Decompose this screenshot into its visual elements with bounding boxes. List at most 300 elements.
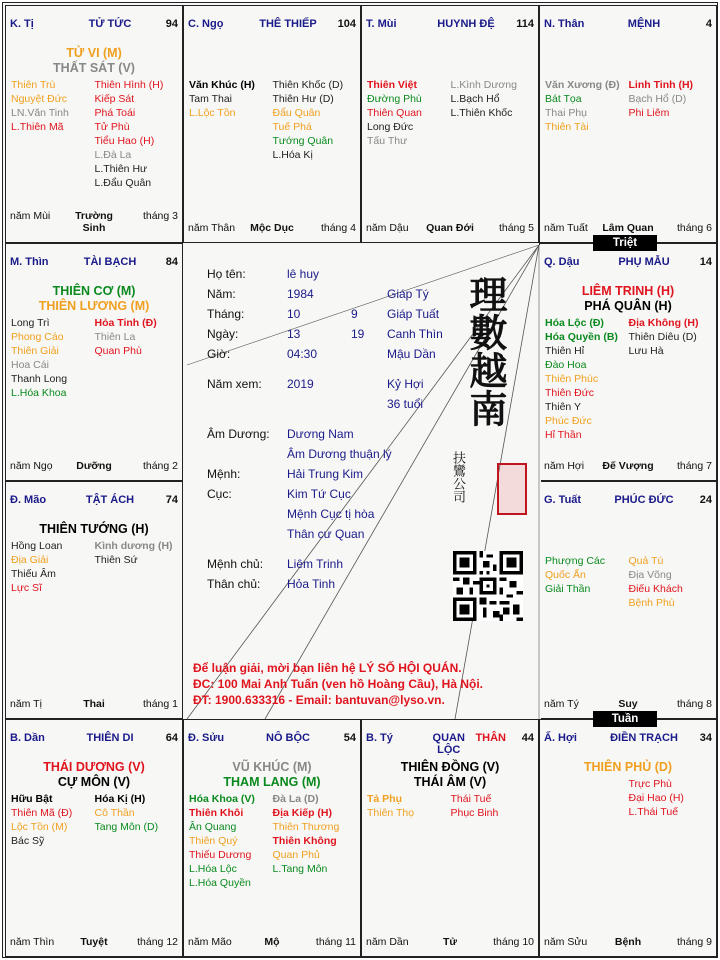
palace-mui xyxy=(361,5,539,243)
main-stars xyxy=(540,284,716,314)
menh-chu-value: Liêm Trinh xyxy=(287,557,344,571)
palace-branch: C. Ngọ xyxy=(188,18,224,30)
tieu-han-year: năm Thìn xyxy=(10,936,55,948)
palace-footer xyxy=(544,460,712,472)
tuvi-chart xyxy=(2,2,718,958)
minor-star[interactable]: Thiên Thương xyxy=(272,821,340,833)
palace-dai-han: 14 xyxy=(699,256,712,268)
than-cu: Thân cư Quan xyxy=(287,527,365,541)
palace-branch: B. Tý xyxy=(366,732,393,744)
tieu-han-year: năm Dậu xyxy=(366,222,409,234)
minor-star[interactable]: Phục Binh xyxy=(450,807,499,819)
day-lunar: 19 xyxy=(351,327,365,341)
trang-sinh-phase: Quan Đới xyxy=(426,222,474,234)
minor-star[interactable]: Trực Phù xyxy=(628,778,672,790)
main-stars xyxy=(6,46,182,76)
main-star[interactable]: THÁI DƯƠNG (V) xyxy=(43,760,145,774)
trang-sinh-phase: Đế Vượng xyxy=(602,460,654,472)
palace-ti xyxy=(361,719,539,957)
minor-star[interactable]: Tiểu Hao (H) xyxy=(94,135,155,147)
minor-star[interactable]: Phúc Đức xyxy=(545,415,592,427)
view-year-value: 2019 xyxy=(287,377,314,391)
star-column-right xyxy=(629,78,713,134)
palace-ngo xyxy=(183,5,361,243)
main-star[interactable]: THIÊN CƠ (M) xyxy=(52,284,136,298)
palace-header xyxy=(188,732,356,748)
palace-suu xyxy=(183,719,361,957)
star-column-left xyxy=(11,78,95,190)
minor-stars xyxy=(11,78,178,190)
main-stars xyxy=(6,760,182,790)
palace-header xyxy=(544,256,712,272)
star-column-left xyxy=(545,316,629,442)
palace-than xyxy=(539,5,717,243)
palace-branch: M. Thìn xyxy=(10,256,49,268)
star-column-left xyxy=(545,78,629,134)
year-label: Năm: xyxy=(207,287,236,301)
minor-star[interactable]: Địa Võng xyxy=(628,569,672,581)
minor-star[interactable]: Hồng Loan xyxy=(11,540,63,552)
day-canchi: Canh Thìn xyxy=(387,327,443,341)
cuc-relation: Mệnh Cục tị hòa xyxy=(287,507,375,521)
tieu-han-year: năm Tý xyxy=(544,698,579,710)
palace-hoi xyxy=(539,719,717,957)
menh-chu-label: Mệnh chủ: xyxy=(207,557,264,571)
minor-star[interactable]: Thiếu Âm xyxy=(11,568,56,580)
day-label: Ngày: xyxy=(207,327,239,341)
minor-star[interactable]: Hoa Cái xyxy=(11,359,49,371)
contact-address: ĐC: 100 Mai Anh Tuấn (ven hồ Hoàng Cầu), Hà Nội. xyxy=(193,677,484,691)
palace-header xyxy=(366,18,534,34)
star-column-right xyxy=(451,78,535,148)
palace-dai-han: 54 xyxy=(343,732,356,744)
minor-star[interactable]: Thái Tuế xyxy=(450,793,492,805)
palace-footer xyxy=(10,210,178,234)
minor-star[interactable]: Điếu Khách xyxy=(628,583,683,595)
calligraphy-logo: 理數越南 xyxy=(463,275,508,427)
month-canchi: Giáp Tuất xyxy=(387,307,440,321)
trang-sinh-phase: Bệnh xyxy=(614,936,642,948)
amduong-label: Âm Dương: xyxy=(207,427,270,441)
main-star[interactable]: THIÊN ĐỒNG (V) xyxy=(400,760,500,774)
tuan-tag: Tuần xyxy=(593,711,657,727)
qr-code[interactable] xyxy=(453,551,523,621)
minor-star[interactable]: Đẩu Quân xyxy=(272,107,321,119)
nguyet-han-month: tháng 9 xyxy=(676,936,712,948)
palace-dai-han: 84 xyxy=(165,256,178,268)
hour-canchi: Mậu Dần xyxy=(387,347,436,361)
day-solar: 13 xyxy=(287,327,301,341)
minor-stars xyxy=(11,316,178,400)
minor-star[interactable]: Thiên Hỉ xyxy=(545,345,585,357)
palace-dai-han: 74 xyxy=(165,494,178,506)
menh-label: Mệnh: xyxy=(207,467,241,481)
minor-star[interactable]: Bác Sỹ xyxy=(11,835,45,847)
palace-name[interactable]: MỆNH xyxy=(627,18,661,30)
minor-star[interactable]: Thiếu Dương xyxy=(189,849,252,861)
minor-star[interactable]: Văn Xương (Đ) xyxy=(545,79,620,91)
minor-stars xyxy=(545,78,712,134)
minor-star[interactable]: L.Hóa Lộc xyxy=(189,863,237,875)
star-column-right xyxy=(273,792,357,890)
palace-branch: T. Mùi xyxy=(366,18,397,30)
palace-dai-han: 4 xyxy=(705,18,712,30)
palace-branch: G. Tuất xyxy=(544,494,582,506)
minor-stars xyxy=(367,792,534,820)
palace-header xyxy=(544,494,712,510)
palace-dai-han: 94 xyxy=(165,18,178,30)
palace-footer xyxy=(544,222,712,234)
palace-footer xyxy=(188,936,356,948)
palace-name[interactable]: ĐIỀN TRẠCH xyxy=(610,732,678,744)
minor-star[interactable]: L.Tang Môn xyxy=(272,863,328,875)
minor-star[interactable]: Thiên Trù xyxy=(11,79,56,91)
contact-phone-email[interactable]: ĐT: 1900.633316 - Email: bantuvan@lyso.vn. xyxy=(193,693,445,707)
main-stars xyxy=(184,760,360,790)
main-star[interactable]: PHÁ QUÂN (H) xyxy=(584,299,672,313)
minor-star[interactable]: Thiên La xyxy=(94,331,136,343)
star-column-left xyxy=(189,792,273,890)
palace-branch: Đ. Mão xyxy=(10,494,47,506)
cuc-label: Cục: xyxy=(207,487,232,501)
trang-sinh-phase: Thai xyxy=(83,698,105,710)
nguyet-han-month: tháng 10 xyxy=(493,936,534,948)
main-star[interactable]: LIÊM TRINH (H) xyxy=(581,284,675,298)
minor-star[interactable]: Kiếp Sát xyxy=(94,93,135,105)
minor-star[interactable]: L.Bạch Hổ xyxy=(450,93,500,105)
palace-name[interactable]: TÀI BẠCH xyxy=(83,256,137,268)
palace-dai-han: 44 xyxy=(521,732,534,744)
minor-star[interactable]: Văn Khúc (H) xyxy=(189,79,255,91)
minor-stars xyxy=(545,316,712,442)
palace-header xyxy=(10,732,178,748)
palace-footer xyxy=(188,222,356,234)
main-star[interactable]: THÁI ÂM (V) xyxy=(413,775,487,789)
minor-stars xyxy=(189,792,356,890)
name-label: Họ tên: xyxy=(207,267,246,281)
small-logo-text: 扶鸞公司 xyxy=(450,451,465,503)
nguyet-han-month: tháng 5 xyxy=(498,222,534,234)
minor-star[interactable]: Thiên Giải xyxy=(11,345,59,357)
minor-star[interactable]: Địa Kiếp (H) xyxy=(272,807,333,819)
palace-mao xyxy=(5,481,183,719)
minor-star[interactable]: L.Thiên Hư xyxy=(94,163,148,175)
tieu-han-year: năm Tị xyxy=(10,698,42,710)
tieu-han-year: năm Mùi xyxy=(10,210,51,222)
palace-dai-han: 104 xyxy=(337,18,356,30)
palace-footer xyxy=(10,460,178,472)
minor-star[interactable]: Bạch Hổ (D) xyxy=(628,93,687,105)
trang-sinh-phase: Mộc Dục xyxy=(250,222,294,234)
amduong-value: Dương Nam xyxy=(287,427,354,441)
main-star[interactable]: CỰ MÔN (V) xyxy=(57,775,131,789)
minor-star[interactable]: Quả Tú xyxy=(628,555,664,567)
minor-star[interactable]: Lực Sĩ xyxy=(11,582,42,594)
minor-star[interactable]: Lưu Hà xyxy=(628,345,664,357)
minor-star[interactable]: Thiên Thọ xyxy=(367,807,415,819)
palace-header xyxy=(10,494,178,510)
minor-star[interactable]: Hóa Quyền (B) xyxy=(545,331,618,343)
star-column-right xyxy=(95,316,179,400)
amduong-note: Âm Dương thuận lý xyxy=(287,447,392,461)
minor-star[interactable]: Hóa Kị (H) xyxy=(94,793,146,805)
minor-star[interactable]: Hỏa Tinh (Đ) xyxy=(94,317,157,329)
palace-dai-han: 114 xyxy=(516,18,534,30)
palace-name[interactable]: THÊ THIẾP xyxy=(259,18,317,30)
minor-star[interactable]: Tấu Thư xyxy=(367,135,408,147)
trang-sinh-phase: Trường Sinh xyxy=(75,210,113,234)
main-stars xyxy=(540,760,716,775)
palace-dai-han: 24 xyxy=(699,494,712,506)
minor-star[interactable]: Thiên Mã (Đ) xyxy=(11,807,73,819)
palace-header xyxy=(10,18,178,34)
tieu-han-year: năm Thân xyxy=(188,222,236,234)
minor-star[interactable]: Địa Không (H) xyxy=(628,317,699,329)
nguyet-han-month: tháng 11 xyxy=(315,936,356,948)
minor-star[interactable]: Đường Phù xyxy=(367,93,422,105)
minor-stars xyxy=(545,554,712,610)
than-chu-value: Hỏa Tinh xyxy=(287,577,336,591)
palace-branch: K. Tị xyxy=(10,18,34,30)
minor-star[interactable]: Thiên Phúc xyxy=(545,373,599,385)
main-star[interactable]: THẤT SÁT (V) xyxy=(53,61,135,75)
tieu-han-year: năm Dần xyxy=(366,936,409,948)
hour-value: 04:30 xyxy=(287,347,318,361)
minor-star[interactable]: Thiên Quý xyxy=(189,835,238,847)
minor-stars xyxy=(367,78,534,148)
palace-footer xyxy=(366,936,534,948)
minor-star[interactable]: Thiên Việt xyxy=(367,79,417,91)
minor-stars xyxy=(11,792,178,848)
star-column-right xyxy=(95,792,179,848)
year-canchi: Giáp Tý xyxy=(387,287,429,301)
palace-name[interactable]: TỬ TỨC xyxy=(88,18,132,30)
center-info-panel xyxy=(185,245,541,719)
minor-star[interactable]: Tả Phụ xyxy=(367,793,403,805)
minor-star[interactable]: L.Thái Tuế xyxy=(628,806,679,818)
tieu-han-year: năm Hợi xyxy=(544,460,585,472)
star-column-right xyxy=(629,777,713,819)
minor-star[interactable]: Đào Hoa xyxy=(545,359,587,371)
minor-star[interactable]: Phong Cáo xyxy=(11,331,64,343)
star-column-left xyxy=(545,777,629,819)
than-chu-label: Thân chủ: xyxy=(207,577,261,591)
minor-star[interactable]: L.Hóa Khoa xyxy=(11,387,67,399)
minor-star[interactable]: Phá Toái xyxy=(94,107,136,119)
trang-sinh-phase: Lâm Quan xyxy=(602,222,654,234)
minor-star[interactable]: Thiên Khôi xyxy=(189,807,244,819)
star-column-right xyxy=(95,78,179,190)
minor-star[interactable]: Hóa Khoa (V) xyxy=(189,793,255,805)
minor-star[interactable]: L.Đẩu Quân xyxy=(94,177,152,189)
palace-header xyxy=(188,18,356,34)
minor-star[interactable]: Nguyệt Đức xyxy=(11,93,68,105)
palace-name[interactable]: HUYNH ĐỆ xyxy=(437,18,495,30)
minor-star[interactable]: Thai Phụ xyxy=(545,107,588,119)
minor-star[interactable]: Bát Tọa xyxy=(545,93,582,105)
minor-star[interactable]: Tướng Quân xyxy=(272,135,334,147)
minor-star[interactable]: L.Đà La xyxy=(94,149,132,161)
nguyet-han-month: tháng 6 xyxy=(676,222,712,234)
palace-header xyxy=(366,732,534,756)
main-star[interactable]: THIÊN TƯỚNG (H) xyxy=(39,522,149,536)
minor-star[interactable]: Tuế Phá xyxy=(272,121,312,133)
minor-star[interactable]: Cô Thần xyxy=(94,807,135,819)
view-year-canchi: Kỷ Hợi xyxy=(387,377,424,391)
main-star[interactable]: THIÊN PHỦ (D) xyxy=(583,760,673,774)
palace-name[interactable]: NÔ BỘC xyxy=(266,732,310,744)
menh-value: Hải Trung Kim xyxy=(287,467,364,481)
nguyet-han-month: tháng 2 xyxy=(142,460,178,472)
palace-name[interactable]: PHỤ MẪU xyxy=(618,256,670,268)
trang-sinh-phase: Tử xyxy=(442,936,458,948)
minor-star[interactable]: Ân Quang xyxy=(189,821,237,833)
minor-star[interactable]: Thiên Quan xyxy=(367,107,422,119)
minor-star[interactable]: L.Hóa Quyền xyxy=(189,877,251,889)
name-value: lê huy xyxy=(287,267,320,281)
palace-name[interactable]: PHÚC ĐỨC xyxy=(614,494,674,506)
minor-star[interactable]: Quan Phù xyxy=(94,345,142,357)
minor-star[interactable]: Quan Phủ xyxy=(272,849,320,861)
palace-dau xyxy=(539,243,717,481)
palace-footer xyxy=(544,936,712,948)
minor-star[interactable]: Hóa Lộc (Đ) xyxy=(545,317,604,329)
tieu-han-year: năm Mão xyxy=(188,936,232,948)
trang-sinh-phase: Dưỡng xyxy=(76,460,112,472)
star-column-right xyxy=(95,539,179,595)
minor-star[interactable]: Hỉ Thần xyxy=(545,429,582,441)
palace-name[interactable]: TẬT ÁCH xyxy=(85,494,135,506)
minor-star[interactable]: L.Hóa Kị xyxy=(272,149,313,161)
minor-star[interactable]: Linh Tinh (H) xyxy=(628,79,694,91)
main-stars xyxy=(362,760,538,790)
minor-star[interactable]: Thiên Không xyxy=(272,835,337,847)
minor-star[interactable]: Kình dương (H) xyxy=(94,540,173,552)
minor-star[interactable]: Tử Phù xyxy=(94,121,130,133)
palace-tuat xyxy=(539,481,717,719)
triet-tag: Triệt xyxy=(593,235,657,251)
year-value: 1984 xyxy=(287,287,314,301)
minor-star[interactable]: Thiên Đức xyxy=(545,387,595,399)
minor-star[interactable]: Long Trì xyxy=(11,317,50,329)
contact-line-1: Để luận giải, mời bạn liên hệ LÝ SỐ HỘI QUÁN. xyxy=(193,661,462,675)
minor-star[interactable]: Hữu Bật xyxy=(11,793,53,805)
main-stars xyxy=(6,284,182,314)
main-stars xyxy=(6,522,182,537)
cuc-value: Kim Tứ Cục xyxy=(287,487,351,501)
minor-stars xyxy=(11,539,178,595)
star-column-left xyxy=(11,792,95,848)
minor-star[interactable]: Bệnh Phù xyxy=(628,597,675,609)
minor-star[interactable]: Thiên Tài xyxy=(545,121,589,133)
palace-name[interactable]: QUAN LỘC xyxy=(432,732,465,756)
trang-sinh-phase: Suy xyxy=(618,698,638,710)
main-star[interactable]: THIÊN LƯƠNG (M) xyxy=(38,299,150,313)
minor-star[interactable]: Long Đức xyxy=(367,121,414,133)
star-column-left xyxy=(367,78,451,148)
minor-star[interactable]: Đà La (D) xyxy=(272,793,319,805)
minor-star[interactable]: Tang Môn (D) xyxy=(94,821,159,833)
palace-footer xyxy=(366,222,534,234)
trang-sinh-phase: Tuyệt xyxy=(80,936,108,948)
palace-dan xyxy=(5,719,183,957)
palace-branch: Đ. Sửu xyxy=(188,732,225,744)
nguyet-han-month: tháng 4 xyxy=(320,222,356,234)
palace-branch: B. Dần xyxy=(10,732,45,744)
palace-dai-han: 64 xyxy=(165,732,178,744)
star-column-left xyxy=(545,554,629,610)
palace-footer xyxy=(10,936,178,948)
minor-stars xyxy=(189,78,356,162)
main-star[interactable]: VŨ KHÚC (M) xyxy=(232,760,312,774)
hour-label: Giờ: xyxy=(207,347,231,361)
minor-star[interactable]: Giải Thần xyxy=(545,583,591,595)
star-column-right xyxy=(273,78,357,162)
nguyet-han-month: tháng 7 xyxy=(676,460,712,472)
minor-star[interactable]: Thanh Long xyxy=(11,373,68,385)
tieu-han-year: năm Sửu xyxy=(544,936,588,948)
nguyet-han-month: tháng 1 xyxy=(142,698,178,710)
than-marker: THÂN xyxy=(475,732,506,744)
minor-star[interactable]: Đại Hao (H) xyxy=(628,792,684,804)
nguyet-han-month: tháng 8 xyxy=(676,698,712,710)
minor-star[interactable]: Thiên Khốc (D) xyxy=(272,79,344,91)
minor-star[interactable]: LN.Văn Tinh xyxy=(11,107,69,119)
star-column-left xyxy=(189,78,273,162)
minor-stars xyxy=(545,777,712,819)
palace-header xyxy=(10,256,178,272)
minor-star[interactable]: L.Kình Dương xyxy=(450,79,517,91)
palace-header xyxy=(544,732,712,748)
minor-star[interactable]: Thiên Hình (H) xyxy=(94,79,164,91)
star-column-right xyxy=(629,554,713,610)
minor-star[interactable]: Thiên Sứ xyxy=(94,554,138,566)
star-column-left xyxy=(11,539,95,595)
month-label: Tháng: xyxy=(207,307,245,321)
minor-star[interactable]: Thiên Diêu (D) xyxy=(628,331,697,343)
minor-star[interactable]: L.Thiên Khốc xyxy=(450,107,513,119)
tieu-han-year: năm Ngọ xyxy=(10,460,53,472)
palace-footer xyxy=(10,698,178,710)
palace-branch: Ấ. Hợi xyxy=(544,732,577,744)
minor-star[interactable]: Phi Liêm xyxy=(628,107,670,119)
palace-dai-han: 34 xyxy=(699,732,712,744)
minor-star[interactable]: Thiên Hư (D) xyxy=(272,93,334,105)
star-column-left xyxy=(367,792,451,820)
minor-star[interactable]: Quốc Ấn xyxy=(545,569,586,581)
month-solar: 10 xyxy=(287,307,301,321)
palace-name[interactable]: THIÊN DI xyxy=(86,732,134,744)
palace-branch: N. Thân xyxy=(544,18,585,30)
minor-star[interactable]: Thiên Y xyxy=(545,401,581,413)
nguyet-han-month: tháng 3 xyxy=(142,210,178,222)
view-year-label: Năm xem: xyxy=(207,377,262,391)
seal-stamp xyxy=(497,463,527,515)
trang-sinh-phase: Mộ xyxy=(264,936,280,948)
minor-star[interactable]: L.Lộc Tồn xyxy=(189,107,236,119)
minor-star[interactable]: Phượng Các xyxy=(545,555,606,567)
star-column-right xyxy=(629,316,713,442)
age-value: 36 tuổi xyxy=(387,397,424,411)
minor-star[interactable]: L.Thiên Mã xyxy=(11,121,64,133)
tieu-han-year: năm Tuất xyxy=(544,222,588,234)
palace-header xyxy=(544,18,712,34)
main-star[interactable]: TỬ VI (M) xyxy=(66,46,122,60)
minor-star[interactable]: Lộc Tồn (M) xyxy=(11,821,68,833)
main-star[interactable]: THAM LANG (M) xyxy=(223,775,321,789)
minor-star[interactable]: Tam Thai xyxy=(189,93,232,105)
minor-star[interactable]: Địa Giải xyxy=(11,554,49,566)
